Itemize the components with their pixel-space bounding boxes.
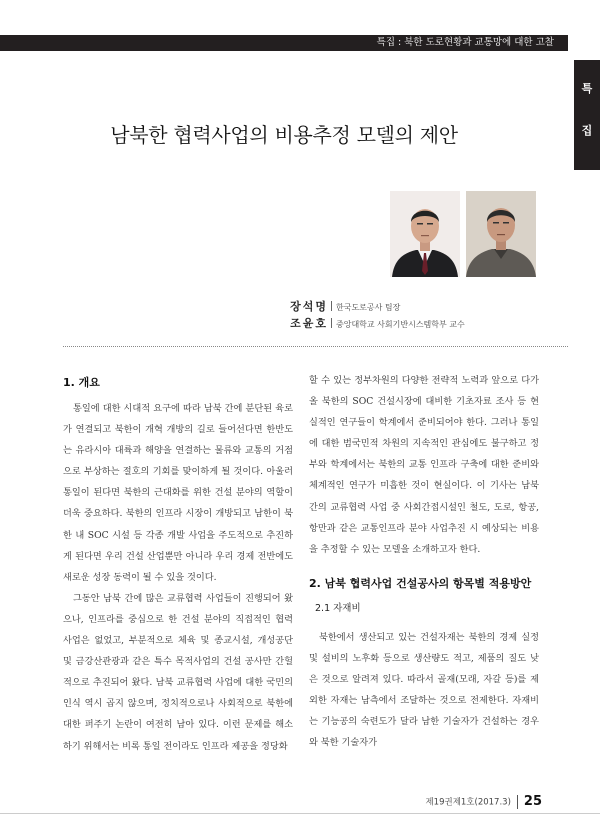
special-section-tab xyxy=(574,60,600,170)
author-divider xyxy=(331,301,332,311)
author-name: 장석명 xyxy=(290,300,328,313)
footer-rule xyxy=(0,813,600,814)
author-name: 조윤호 xyxy=(290,317,328,330)
author-list xyxy=(270,296,570,330)
body-paragraph: 통일에 대한 시대적 요구에 따라 남북 간에 분단된 육로가 연결되고 북한이 개혁 개방의 길로 들어선다면 한반도는 유라시아 대륙과 해양을 연결하는 물류와 교통의 거점으로 부상하는 절호의 기회를 맞이하게 될 것이다. 아울러 통일이 된다면 북한의 근대화를 위한 건설 분야의 역할이 더욱 중요하다. 북한의 인프라 시장이 개방되고 남한이 북한 내 SOC 시설 등 각종 개발 사업을 주도적으로 추진하게 된다면 우리 건설 산업뿐만 아니라 우리 경제 전반에도 새로운 성장 동력이 될 수 있을 것이다. xyxy=(63,403,293,583)
side-tab-char-2: 집 xyxy=(581,124,593,137)
portrait-icon xyxy=(466,191,536,277)
section-label: 특집 : 북한 도로현황과 교통망에 대한 고찰 xyxy=(376,37,554,48)
side-tab-char-1: 특 xyxy=(581,82,593,95)
section-heading-cost-items: 2. 남북 협력사업 건설공사의 항목별 적용방안 xyxy=(309,576,532,590)
page-number: 25 xyxy=(523,794,542,809)
footer-divider xyxy=(517,795,518,809)
subsection-heading-materials: 2.1 자재비 xyxy=(315,602,361,614)
author-row xyxy=(270,313,570,330)
author-row xyxy=(270,296,570,313)
left-column xyxy=(63,370,293,757)
author-photo-1 xyxy=(390,191,460,277)
body-paragraph: 북한에서 생산되고 있는 건설자재는 북한의 경제 실정 및 설비의 노후화 등으로 생산량도 적고, 제품의 질도 낮은 것으로 알려져 있다. 따라서 골재(모래, 자갈 등)를 제외한 자재는 남측에서 조달하는 것으로 전제한다. 자재비는 기능공의 숙련도가 달라 남한 기술자가 건설하는 경우와 북한 기술자가 xyxy=(309,631,539,749)
section-header-bar xyxy=(0,35,568,51)
body-paragraph: 그동안 남북 간에 많은 교류협력 사업들이 진행되어 왔으나, 인프라를 중심으로 한 건설 분야의 직접적인 협력 사업은 없었고, 부분적으로 체육 및 종교시설, 개성공단 및 금강산관광과 같은 특수 목적사업의 건설 공사만 간헐적으로 추진되어 왔다. 남북 교류협력 사업에 대한 국민의 인식 역시 곱지 않으며, 정치적으로나 사회적으로 북한에 대한 퍼주기 논란이 여전히 남아 있다. 이런 문제를 해소하기 위해서는 비록 통일 전이라도 인프라 제공을 정당화 xyxy=(63,592,293,752)
author-affiliation: 중앙대학교 사회기반시스템학부 교수 xyxy=(336,320,465,329)
author-affiliation: 한국도로공사 팀장 xyxy=(336,303,401,312)
dotted-divider xyxy=(63,346,568,347)
portrait-icon xyxy=(390,191,460,277)
article-title: 남북한 협력사업의 비용추정 모델의 제안 xyxy=(110,123,458,147)
right-column xyxy=(309,370,539,753)
section-heading-overview: 1. 개요 xyxy=(63,376,100,389)
body-paragraph: 할 수 있는 정부차원의 다양한 전략적 노력과 앞으로 다가올 북한의 SOC 건설시장에 대비한 기초자료 조사 등 현실적인 연구들이 학계에서 준비되어야 한다. 그러나 통일에 대한 범국민적 차원의 지속적인 관심에도 불구하고 정부와 학계에서는 북한의 교통 인프라 구축에 대한 준비와 체계적인 연구가 미흡한 것이 현실이다. 이 기사는 남북 간의 교류협력 사업 중 사회간접시설인 철도, 도로, 항공, 항만과 같은 교통인프라 분야 사업추진 시 예상되는 비용을 추정할 수 있는 모델을 소개하고자 한다. xyxy=(309,375,539,555)
issue-info: 제19권제1호(2017.3) xyxy=(425,797,511,808)
page-footer xyxy=(425,791,542,810)
author-divider xyxy=(331,318,332,328)
author-photo-2 xyxy=(466,191,536,277)
